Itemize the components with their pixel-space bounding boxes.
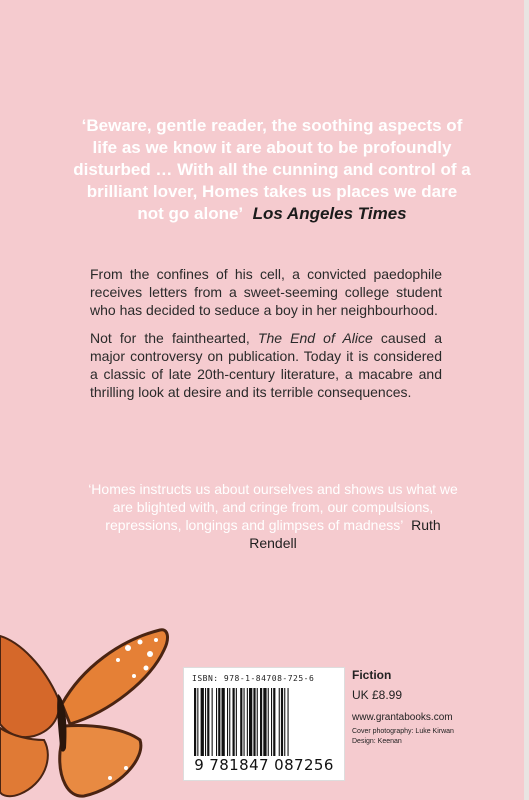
butterfly-image	[0, 628, 172, 800]
quote-text: ‘Beware, gentle reader, the soothing aspects of life as we know it are about to be profoundly disturbed … With all the cunning and control of a brilliant lover, Homes takes us places we dare not go alone’	[73, 116, 471, 223]
barcode-number: 9 781847 087256	[194, 756, 334, 774]
blurb-paragraph-2: Not for the fainthearted, The End of Alice caused a major controversy on publication. Today it is considered a classic of late 20th-century literature, a macabre and thrilling look at desire and its terrible consequences.	[90, 330, 442, 400]
barcode-panel	[183, 667, 345, 781]
quote-attribution: Ruth Rendell	[249, 517, 441, 551]
review-quote-ruth-rendell	[88, 480, 458, 552]
quote-text: ‘Homes instructs us about ourselves and shows us what we are blighted with, and cringe from, our compulsions, repressions, longings and glimpses of madness’	[88, 481, 458, 533]
genre-label: Fiction	[352, 668, 392, 682]
design-credit: Design: Keenan	[352, 738, 402, 745]
quote-attribution: Los Angeles Times	[252, 204, 407, 223]
publisher-website: www.grantabooks.com	[352, 712, 453, 723]
blurb-paragraph-1: From the confines of his cell, a convicted paedophile receives letters from a sweet-seeming college student who has decided to seduce a boy in her neighbourhood.	[90, 266, 442, 318]
cover-photo-credit: Cover photography: Luke Kirwan	[352, 728, 454, 735]
barcode-graphic	[192, 688, 336, 756]
butterfly-right-wing	[60, 630, 168, 796]
book-title: The End of Alice	[257, 330, 373, 346]
book-blurb	[90, 265, 442, 411]
publication-info	[352, 668, 512, 747]
butterfly-left-wing	[0, 636, 59, 796]
isbn-label: ISBN: 978-1-84708-725-6	[192, 674, 315, 683]
review-quote-la-times	[72, 115, 472, 225]
price-label: UK £8.99	[352, 688, 403, 702]
page-edge	[524, 0, 529, 800]
